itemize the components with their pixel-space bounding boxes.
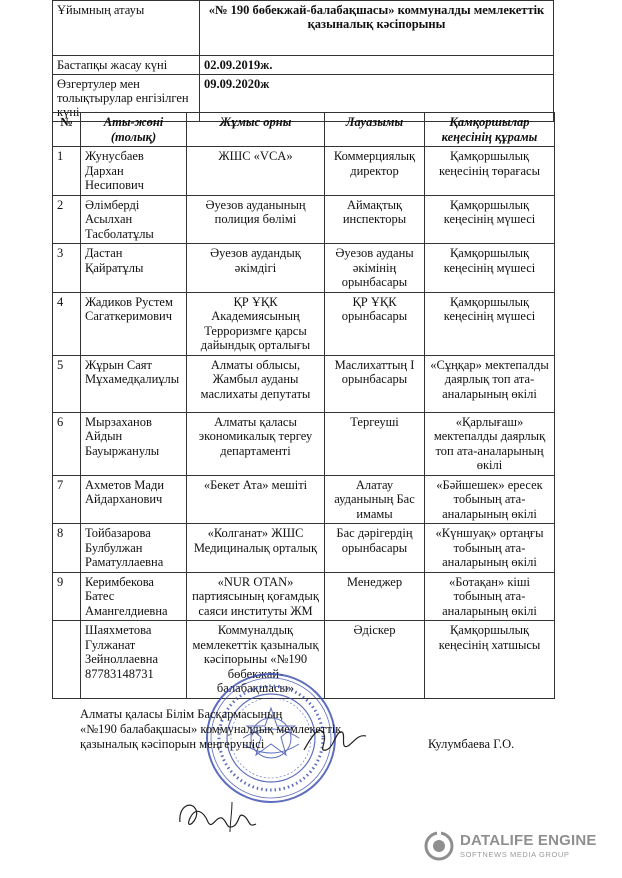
- footer-line-1: Алматы қаласы Білім Басқармасының: [80, 707, 283, 721]
- row-number: 6: [53, 412, 81, 475]
- member-name: Жадиков Рустем Сагаткеримович: [81, 292, 187, 355]
- row-number: [53, 621, 81, 699]
- member-position: Әуезов ауданы әкімінің орынбасары: [325, 244, 425, 293]
- table-row: [53, 412, 555, 475]
- member-position: Маслихаттың I орынбасары: [325, 355, 425, 412]
- member-name: Тойбазарова Булбулжан Раматуллаевна: [81, 524, 187, 573]
- row-number: 1: [53, 147, 81, 196]
- row-number: 3: [53, 244, 81, 293]
- member-name: Керимбекова Батес Амангелдиевна: [81, 572, 187, 621]
- member-board-role: Қамқоршылық кеңесінің мүшесі: [425, 292, 555, 355]
- member-workplace: Коммуналдық мемлекеттік қазыналық кәсіпорыны «№190 бөбекжай-балабақшасы»: [187, 621, 325, 699]
- row-number: 8: [53, 524, 81, 573]
- member-name: Жунусбаев Дархан Несипович: [81, 147, 187, 196]
- col-header-number: №: [53, 113, 81, 147]
- footer-line-3: қазыналық кәсіпорын меңгерушісі: [80, 737, 265, 751]
- col-header-position: Лауазымы: [325, 113, 425, 147]
- organization-info-table: [52, 0, 554, 122]
- member-workplace: Алматы қаласы экономикалық тергеу департаменті: [187, 412, 325, 475]
- col-header-name: Аты-жөні (толық): [81, 113, 187, 147]
- member-workplace: ЖШС «VCA»: [187, 147, 325, 196]
- table-row: [53, 475, 555, 524]
- handwritten-signature: [170, 792, 270, 840]
- member-board-role: Қамқоршылық кеңесінің төрағасы: [425, 147, 555, 196]
- member-name: Жұрын Саят Мұхамедқалиұлы: [81, 355, 187, 412]
- member-board-role: «Ботақан» кіші тобының ата-аналарының өкілі: [425, 572, 555, 621]
- change-date-value: 09.09.2020ж: [200, 75, 554, 122]
- footer-line-2: «№190 балабақшасы» коммуналдық мемлекеттік: [80, 722, 342, 736]
- member-board-role: Қамқоршылық кеңесінің хатшысы: [425, 621, 555, 699]
- table-row: [53, 147, 555, 196]
- table-header-row: [53, 113, 555, 147]
- member-position: Бас дәрігердің орынбасары: [325, 524, 425, 573]
- member-name: Ахметов Мади Айдарханович: [81, 475, 187, 524]
- member-name: Шаяхметова Гулжанат Зейноллаевна 87783148731: [81, 621, 187, 699]
- member-workplace: «Колганат» ЖШС Медициналық орталық: [187, 524, 325, 573]
- row-number: 9: [53, 572, 81, 621]
- table-row: [53, 572, 555, 621]
- member-board-role: «Қарлығаш» мектепалды даярлық топ ата-аналарының өкілі: [425, 412, 555, 475]
- table-row: [53, 355, 555, 412]
- datalife-logo-icon: [424, 831, 454, 861]
- member-workplace: «Бекет Ата» мешіті: [187, 475, 325, 524]
- org-name-label: Ұйымның атауы: [53, 1, 200, 56]
- member-name: Дастан Қайратұлы: [81, 244, 187, 293]
- row-number: 4: [53, 292, 81, 355]
- member-position: Алатау ауданының Бас имамы: [325, 475, 425, 524]
- row-number: 2: [53, 195, 81, 244]
- member-board-role: «Сұңқар» мектепалды даярлық топ ата-аналарының өкілі: [425, 355, 555, 412]
- col-header-board-role: Қамқоршылар кеңесінің құрамы: [425, 113, 555, 147]
- watermark-sub-text: SOFTNEWS MEDIA GROUP: [460, 850, 570, 860]
- row-number: 5: [53, 355, 81, 412]
- member-workplace: Әуезов аудандық әкімдігі: [187, 244, 325, 293]
- member-workplace: «NUR OTAN» партиясының қоғамдық саяси институты ЖМ: [187, 572, 325, 621]
- member-position: Коммерциялық директор: [325, 147, 425, 196]
- table-row: [53, 244, 555, 293]
- member-position: Әдіскер: [325, 621, 425, 699]
- start-date-value: 02.09.2019ж.: [200, 56, 554, 75]
- member-board-role: Қамқоршылық кеңесінің мүшесі: [425, 195, 555, 244]
- member-workplace: Әуезов ауданының полиция бөлімі: [187, 195, 325, 244]
- member-position: Аймақтық инспекторы: [325, 195, 425, 244]
- member-board-role: «Күншуақ» ортаңғы тобының ата-аналарының өкілі: [425, 524, 555, 573]
- member-position: ҚР ҰҚК орынбасары: [325, 292, 425, 355]
- member-position: Тергеуші: [325, 412, 425, 475]
- board-members-table: [52, 112, 555, 699]
- table-row: [53, 195, 555, 244]
- member-board-role: «Бәйшешек» ересек тобының ата-аналарының өкілі: [425, 475, 555, 524]
- start-date-label: Бастапқы жасау күні: [53, 56, 200, 75]
- director-name: Кулумбаева Г.О.: [428, 737, 515, 751]
- table-row: [53, 292, 555, 355]
- member-position: Менеджер: [325, 572, 425, 621]
- col-header-workplace: Жұмыс орны: [187, 113, 325, 147]
- row-number: 7: [53, 475, 81, 524]
- datalife-engine-watermark: [424, 826, 610, 866]
- table-row: [53, 524, 555, 573]
- member-name: Әлімберді Асылхан Тасболатұлы: [81, 195, 187, 244]
- watermark-main-text: DATALIFE ENGINE: [460, 832, 597, 850]
- org-name-value: «№ 190 бөбекжай-балабақшасы» коммуналды мемлекеттік қазыналық кәсіпорыны: [200, 1, 554, 56]
- member-name: Мырзаханов Айдын Бауыржанулы: [81, 412, 187, 475]
- member-workplace: ҚР ҰҚК Академиясының Терроризмге қарсы дайындық орталығы: [187, 292, 325, 355]
- member-board-role: Қамқоршылық кеңесінің мүшесі: [425, 244, 555, 293]
- change-date-label: Өзгертулер мен толықтырулар енгізілген күні: [53, 75, 200, 122]
- member-workplace: Алматы облысы, Жамбыл ауданы маслихаты депутаты: [187, 355, 325, 412]
